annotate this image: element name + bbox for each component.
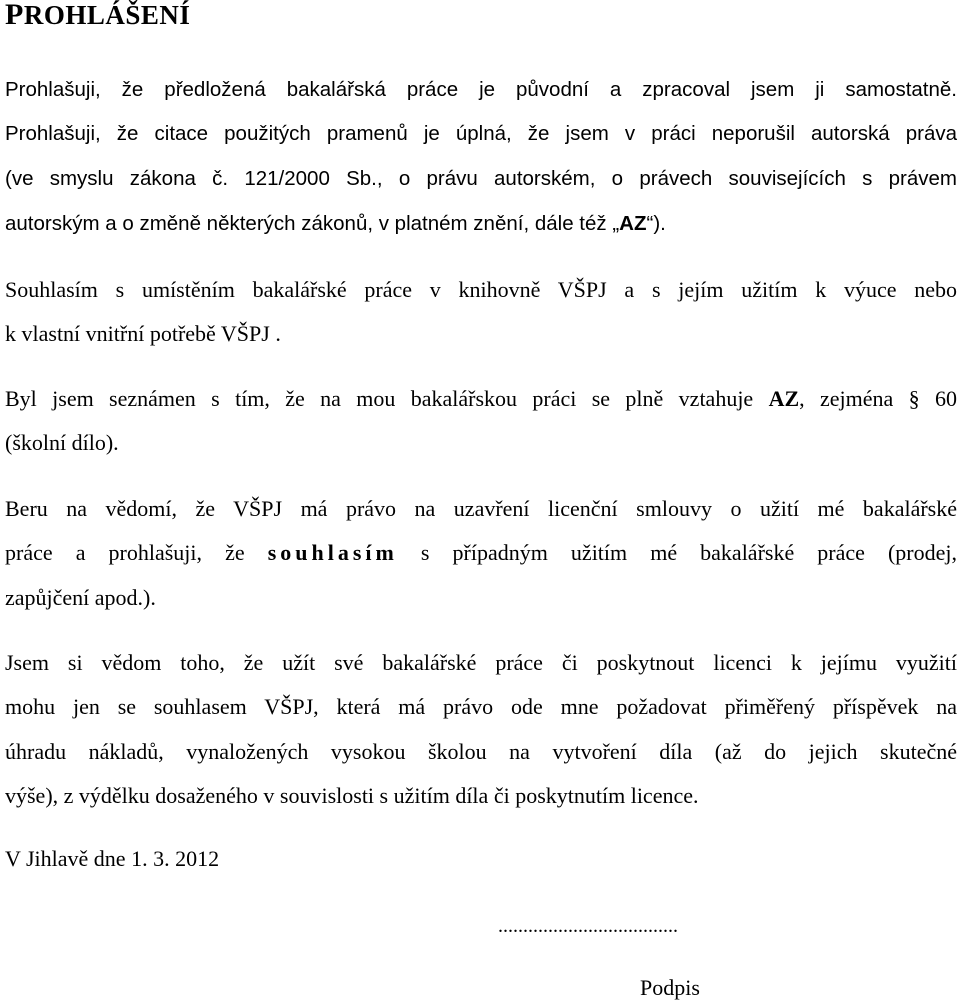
section-sign: §: [908, 386, 920, 411]
text-line: Prohlašuji, že citace použitých pramenů je úplná, že jsem v práci neporušil autorská práva: [5, 122, 957, 145]
text-line: (ve smyslu zákona č. 121/2000 Sb., o právu autorském, o právech souvisejících s právem: [5, 167, 957, 190]
text-line: Souhlasím s umístěním bakalářské práce v knihovně VŠPJ a s jejím užitím k výuce nebo: [5, 277, 957, 302]
text-line: autorským a o změně některých zákonů, v platném znění, dále též „AZ“).: [5, 212, 666, 235]
page-title: PROHLÁŠENÍ: [5, 0, 191, 31]
az-abbrev: AZ: [619, 212, 647, 235]
text-line: k vlastní vnitřní potřebě VŠPJ .: [5, 321, 281, 346]
text-line: Prohlašuji, že předložená bakalářská práce je původní a zpracoval jsem ji samostatně.: [5, 78, 957, 101]
signature-label: Podpis: [640, 975, 700, 1000]
text-line: práce a prohlašuji, že souhlasím s případným užitím mé bakalářské práce (prodej,: [5, 540, 958, 565]
text-line: úhradu nákladů, vynaložených vysokou školou na vytvoření díla (až do jejich skutečné: [5, 739, 957, 764]
signature-line: ....................................: [498, 915, 678, 937]
text-line: (školní dílo).: [5, 430, 119, 455]
place-date: V Jihlavě dne 1. 3. 2012: [5, 846, 220, 871]
text-line: mohu jen se souhlasem VŠPJ, která má právo ode mne požadovat přiměřený příspěvek na: [5, 694, 957, 719]
text-line: zapůjčení apod.).: [5, 585, 156, 610]
text-line: Byl jsem seznámen s tím, že na mou bakalářskou práci se plně vztahuje AZ, zejména § 60: [5, 386, 958, 411]
az-abbrev: AZ: [768, 386, 800, 411]
text-line: Beru na vědomí, že VŠPJ má právo na uzavření licenční smlouvy o užití mé bakalářské: [5, 496, 957, 521]
text-line: výše), z výdělku dosaženého v souvislosti s užitím díla či poskytnutím licence.: [5, 783, 699, 808]
text-line: Jsem si vědom toho, že užít své bakalářské práce či poskytnout licenci k jejímu využití: [5, 650, 957, 675]
spaced-consent: souhlasím: [267, 540, 398, 565]
